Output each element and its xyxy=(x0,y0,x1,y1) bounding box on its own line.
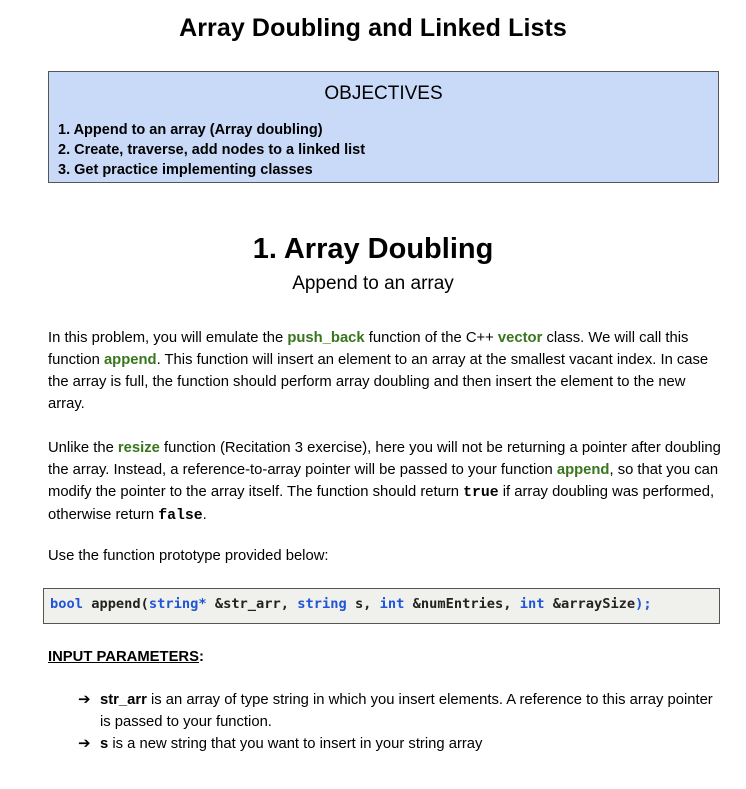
true-literal: true xyxy=(463,485,499,501)
arrow-bullet-icon: ➔ xyxy=(78,691,91,708)
paragraph-prototype-intro: Use the function prototype provided below: xyxy=(48,548,329,564)
objective-item: 1. Append to an array (Array doubling) xyxy=(58,122,323,138)
list-item: ➔ s is a new string that you want to insert in your string array xyxy=(78,733,718,755)
paragraph-intro: In this problem, you will emulate the push_back function of the C++ vector class. We will call this function append. This function will insert an element to an array at the smallest vacant index. In case the array is full, the function should perform array doubling and then insert the element to the new array. xyxy=(48,330,709,412)
objectives-heading: OBJECTIVES xyxy=(324,83,443,104)
list-item: ➔ str_arr is an array of type string in which you insert elements. A reference to this array pointer is passed to your function. xyxy=(78,691,713,730)
objective-item: 2. Create, traverse, add nodes to a linked list xyxy=(58,142,366,158)
section-subtitle: Append to an array xyxy=(292,273,454,294)
arrow-bullet-icon: ➔ xyxy=(78,735,91,752)
document-title: Array Doubling and Linked Lists xyxy=(179,14,567,42)
section-title: 1. Array Doubling xyxy=(252,233,494,265)
append-term: append xyxy=(103,352,157,368)
vector-term: vector xyxy=(497,330,543,346)
paragraph-details: Unlike the resize function (Recitation 3 exercise), here you will not be returning a pointer after doubling the array. Instead, a reference-to-array pointer will be passed to your function append, so that you can modify the pointer to the array itself. The function should return true if array doubling was performed, otherwise return false. xyxy=(48,440,721,524)
input-parameters-heading: INPUT PARAMETERS: xyxy=(48,649,204,665)
objectives-box xyxy=(48,71,719,183)
objectives-list xyxy=(58,120,365,180)
append-term: append xyxy=(556,462,610,478)
resize-term: resize xyxy=(117,440,160,456)
push-back-term: push_back xyxy=(287,330,365,346)
code-prototype: bool append(string* &str_arr, string s, int &numEntries, int &arraySize); xyxy=(43,588,720,624)
false-literal: false xyxy=(158,508,203,524)
input-parameters-list xyxy=(78,689,718,755)
objective-item: 3. Get practice implementing classes xyxy=(58,162,313,178)
